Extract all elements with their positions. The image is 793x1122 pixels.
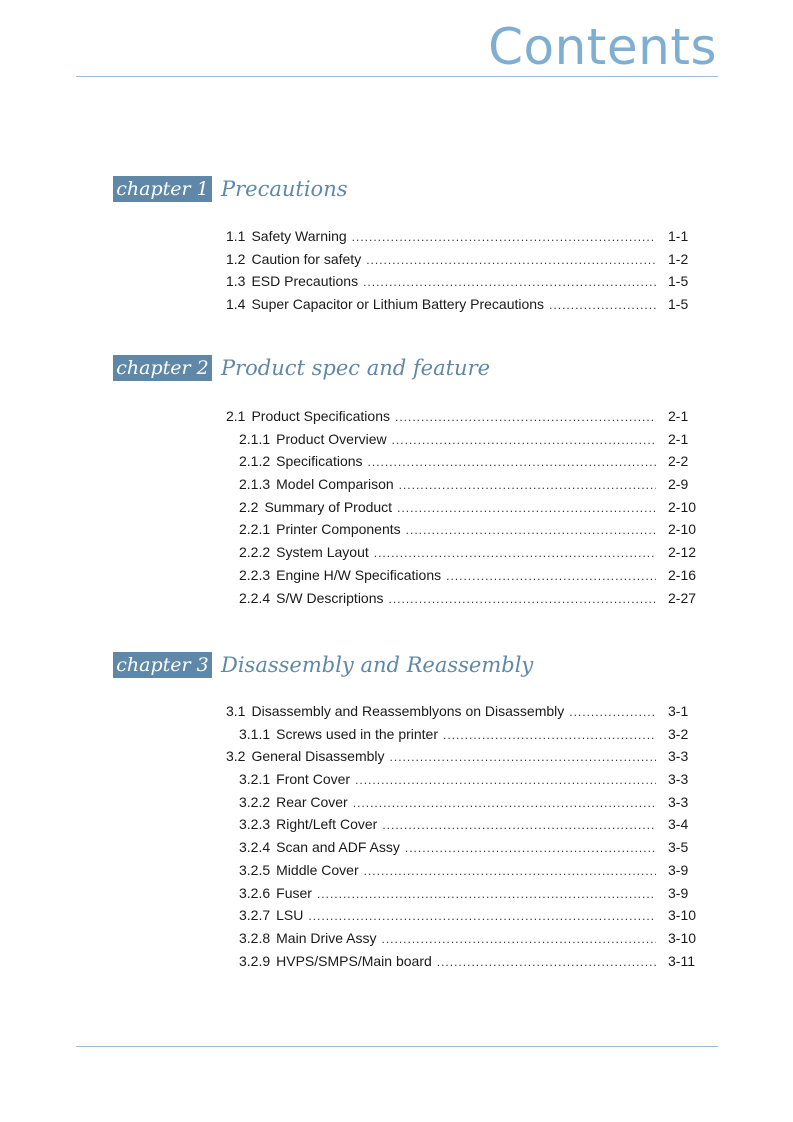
toc-number: 3.1 bbox=[226, 703, 246, 719]
dot-leader bbox=[308, 905, 656, 928]
toc-label: Product Specifications bbox=[251, 408, 390, 424]
dot-leader bbox=[437, 951, 656, 974]
toc-label: Product Overview bbox=[276, 430, 387, 447]
toc-page: 2-10 bbox=[668, 521, 697, 538]
dot-leader bbox=[390, 746, 656, 769]
toc-entry[interactable] bbox=[226, 270, 710, 293]
toc-entry[interactable] bbox=[226, 745, 710, 768]
toc-entry[interactable] bbox=[226, 428, 710, 451]
toc-entry[interactable] bbox=[226, 473, 710, 496]
toc-label: Model Comparison bbox=[276, 476, 394, 493]
toc-label: ESD Precautions bbox=[251, 273, 359, 290]
toc-page: 3-1 bbox=[668, 703, 689, 719]
toc-entry[interactable] bbox=[226, 700, 710, 723]
toc-page: 2-1 bbox=[668, 430, 689, 447]
dot-leader bbox=[364, 860, 656, 883]
top-divider bbox=[76, 76, 718, 77]
toc-page: 3-3 bbox=[668, 748, 689, 765]
toc-page: 2-10 bbox=[668, 498, 697, 515]
toc-entry[interactable] bbox=[226, 564, 710, 587]
toc-number: 1.1 bbox=[226, 228, 246, 244]
toc-page: 3-10 bbox=[668, 907, 697, 924]
toc-label: Safety Warning bbox=[251, 228, 347, 244]
page-title: Contents bbox=[488, 18, 717, 76]
chapter-title: Precautions bbox=[221, 177, 348, 201]
toc-entry[interactable] bbox=[226, 248, 710, 271]
toc-number: 2.2.1 bbox=[239, 521, 271, 538]
toc-number: 2.1 bbox=[226, 408, 246, 424]
dot-leader bbox=[392, 429, 656, 452]
toc-number: 2.2.4 bbox=[239, 589, 271, 606]
toc-label: Right/Left Cover bbox=[276, 816, 378, 833]
toc-number: 3.2.9 bbox=[239, 952, 271, 969]
dot-leader bbox=[389, 588, 657, 611]
toc-label: Disassembly and Reassemblyons on Disassembly bbox=[251, 703, 565, 719]
toc-label: Fuser bbox=[276, 884, 312, 901]
dot-leader bbox=[366, 249, 656, 272]
toc-number: 2.2.3 bbox=[239, 566, 271, 583]
dot-leader bbox=[382, 928, 657, 951]
toc-entry[interactable] bbox=[226, 225, 710, 248]
chapter-badge: chapter 2 bbox=[113, 355, 212, 381]
chapter-badge: chapter 1 bbox=[113, 176, 212, 202]
toc-number: 2.2 bbox=[239, 498, 259, 515]
toc-entry[interactable] bbox=[226, 882, 710, 905]
toc-page: 1-5 bbox=[668, 273, 689, 290]
toc-label: Rear Cover bbox=[276, 793, 348, 810]
toc-label: Caution for safety bbox=[251, 250, 362, 267]
toc-number: 3.2.3 bbox=[239, 816, 271, 833]
toc-number: 3.2.1 bbox=[239, 771, 271, 788]
toc-entry[interactable] bbox=[226, 927, 710, 950]
toc-entry[interactable] bbox=[226, 950, 710, 973]
toc-page: 3-10 bbox=[668, 929, 697, 946]
dot-leader bbox=[352, 226, 656, 249]
toc-entry[interactable] bbox=[226, 541, 710, 564]
toc-page: 2-2 bbox=[668, 453, 689, 470]
toc-label: Specifications bbox=[276, 453, 363, 470]
toc-entry[interactable] bbox=[226, 768, 710, 791]
toc-label: LSU bbox=[276, 907, 304, 924]
toc-entry[interactable] bbox=[226, 293, 710, 316]
toc-label: Summary of Product bbox=[264, 498, 393, 515]
toc-label: Scan and ADF Assy bbox=[276, 839, 400, 856]
dot-leader bbox=[405, 837, 656, 860]
toc-entry[interactable] bbox=[226, 587, 710, 610]
toc-number: 3.2.5 bbox=[239, 861, 271, 878]
toc-page: 3-4 bbox=[668, 816, 689, 833]
dot-leader bbox=[397, 497, 656, 520]
chapter-1-toc bbox=[226, 225, 710, 316]
toc-number: 3.2.2 bbox=[239, 793, 271, 810]
dot-leader bbox=[443, 724, 656, 747]
dot-leader bbox=[317, 883, 656, 906]
dot-leader bbox=[374, 542, 656, 565]
toc-entry[interactable] bbox=[226, 836, 710, 859]
toc-label: Main Drive Assy bbox=[276, 929, 377, 946]
chapter-title: Disassembly and Reassembly bbox=[221, 653, 534, 677]
toc-number: 3.2.6 bbox=[239, 884, 271, 901]
dot-leader bbox=[569, 701, 656, 724]
dot-leader bbox=[368, 451, 656, 474]
dot-leader bbox=[382, 814, 656, 837]
dot-leader bbox=[406, 519, 656, 542]
toc-label: HVPS/SMPS/Main board bbox=[276, 952, 432, 969]
bottom-divider bbox=[76, 1046, 718, 1047]
toc-entry[interactable] bbox=[226, 405, 710, 428]
toc-label: Screws used in the printer bbox=[276, 725, 438, 742]
toc-number: 3.2.7 bbox=[239, 907, 271, 924]
toc-page: 2-12 bbox=[668, 544, 697, 561]
toc-number: 3.1.1 bbox=[239, 725, 271, 742]
toc-entry[interactable] bbox=[226, 496, 710, 519]
chapter-badge: chapter 3 bbox=[113, 652, 212, 678]
toc-page: 3-5 bbox=[668, 839, 689, 856]
dot-leader bbox=[355, 769, 656, 792]
toc-page: 2-27 bbox=[668, 589, 697, 606]
toc-label: Super Capacitor or Lithium Battery Precautions bbox=[251, 296, 545, 313]
toc-number: 2.2.2 bbox=[239, 544, 271, 561]
toc-page: 3-9 bbox=[668, 861, 689, 878]
toc-page: 3-9 bbox=[668, 884, 689, 901]
toc-label: Front Cover bbox=[276, 771, 351, 788]
toc-number: 1.3 bbox=[226, 273, 246, 290]
toc-entry[interactable] bbox=[226, 813, 710, 836]
toc-page: 2-9 bbox=[668, 476, 689, 493]
toc-page: 1-1 bbox=[668, 228, 689, 244]
toc-number: 2.1.2 bbox=[239, 453, 271, 470]
toc-label: Printer Components bbox=[276, 521, 401, 538]
toc-number: 3.2.4 bbox=[239, 839, 271, 856]
toc-entry[interactable] bbox=[226, 859, 710, 882]
dot-leader bbox=[446, 565, 656, 588]
toc-number: 1.4 bbox=[226, 296, 246, 313]
toc-label: Engine H/W Specifications bbox=[276, 566, 442, 583]
toc-number: 2.1.1 bbox=[239, 430, 271, 447]
dot-leader bbox=[395, 406, 656, 429]
toc-page: 3-3 bbox=[668, 771, 689, 788]
toc-page: 2-16 bbox=[668, 566, 697, 583]
chapter-2-toc bbox=[226, 405, 710, 609]
dot-leader bbox=[549, 294, 656, 317]
toc-page: 3-2 bbox=[668, 725, 689, 742]
toc-number: 3.2 bbox=[226, 748, 246, 765]
toc-page: 2-1 bbox=[668, 408, 689, 424]
chapter-3-toc bbox=[226, 700, 710, 972]
toc-entry[interactable] bbox=[226, 791, 710, 814]
toc-label: General Disassembly bbox=[251, 748, 385, 765]
toc-number: 1.2 bbox=[226, 250, 246, 267]
toc-label: S/W Descriptions bbox=[276, 589, 384, 606]
toc-page: 3-11 bbox=[668, 952, 695, 969]
toc-entry[interactable] bbox=[226, 904, 710, 927]
toc-label: Middle Cover bbox=[276, 861, 359, 878]
dot-leader bbox=[363, 271, 656, 294]
toc-page: 3-3 bbox=[668, 793, 689, 810]
toc-label: System Layout bbox=[276, 544, 369, 561]
toc-entry[interactable] bbox=[226, 723, 710, 746]
dot-leader bbox=[353, 792, 656, 815]
toc-page: 1-2 bbox=[668, 250, 689, 267]
dot-leader bbox=[399, 474, 656, 497]
toc-entry[interactable] bbox=[226, 450, 710, 473]
chapter-title: Product spec and feature bbox=[221, 356, 491, 380]
toc-entry[interactable] bbox=[226, 518, 710, 541]
toc-number: 2.1.3 bbox=[239, 476, 271, 493]
toc-number: 3.2.8 bbox=[239, 929, 271, 946]
toc-page: 1-5 bbox=[668, 296, 689, 313]
